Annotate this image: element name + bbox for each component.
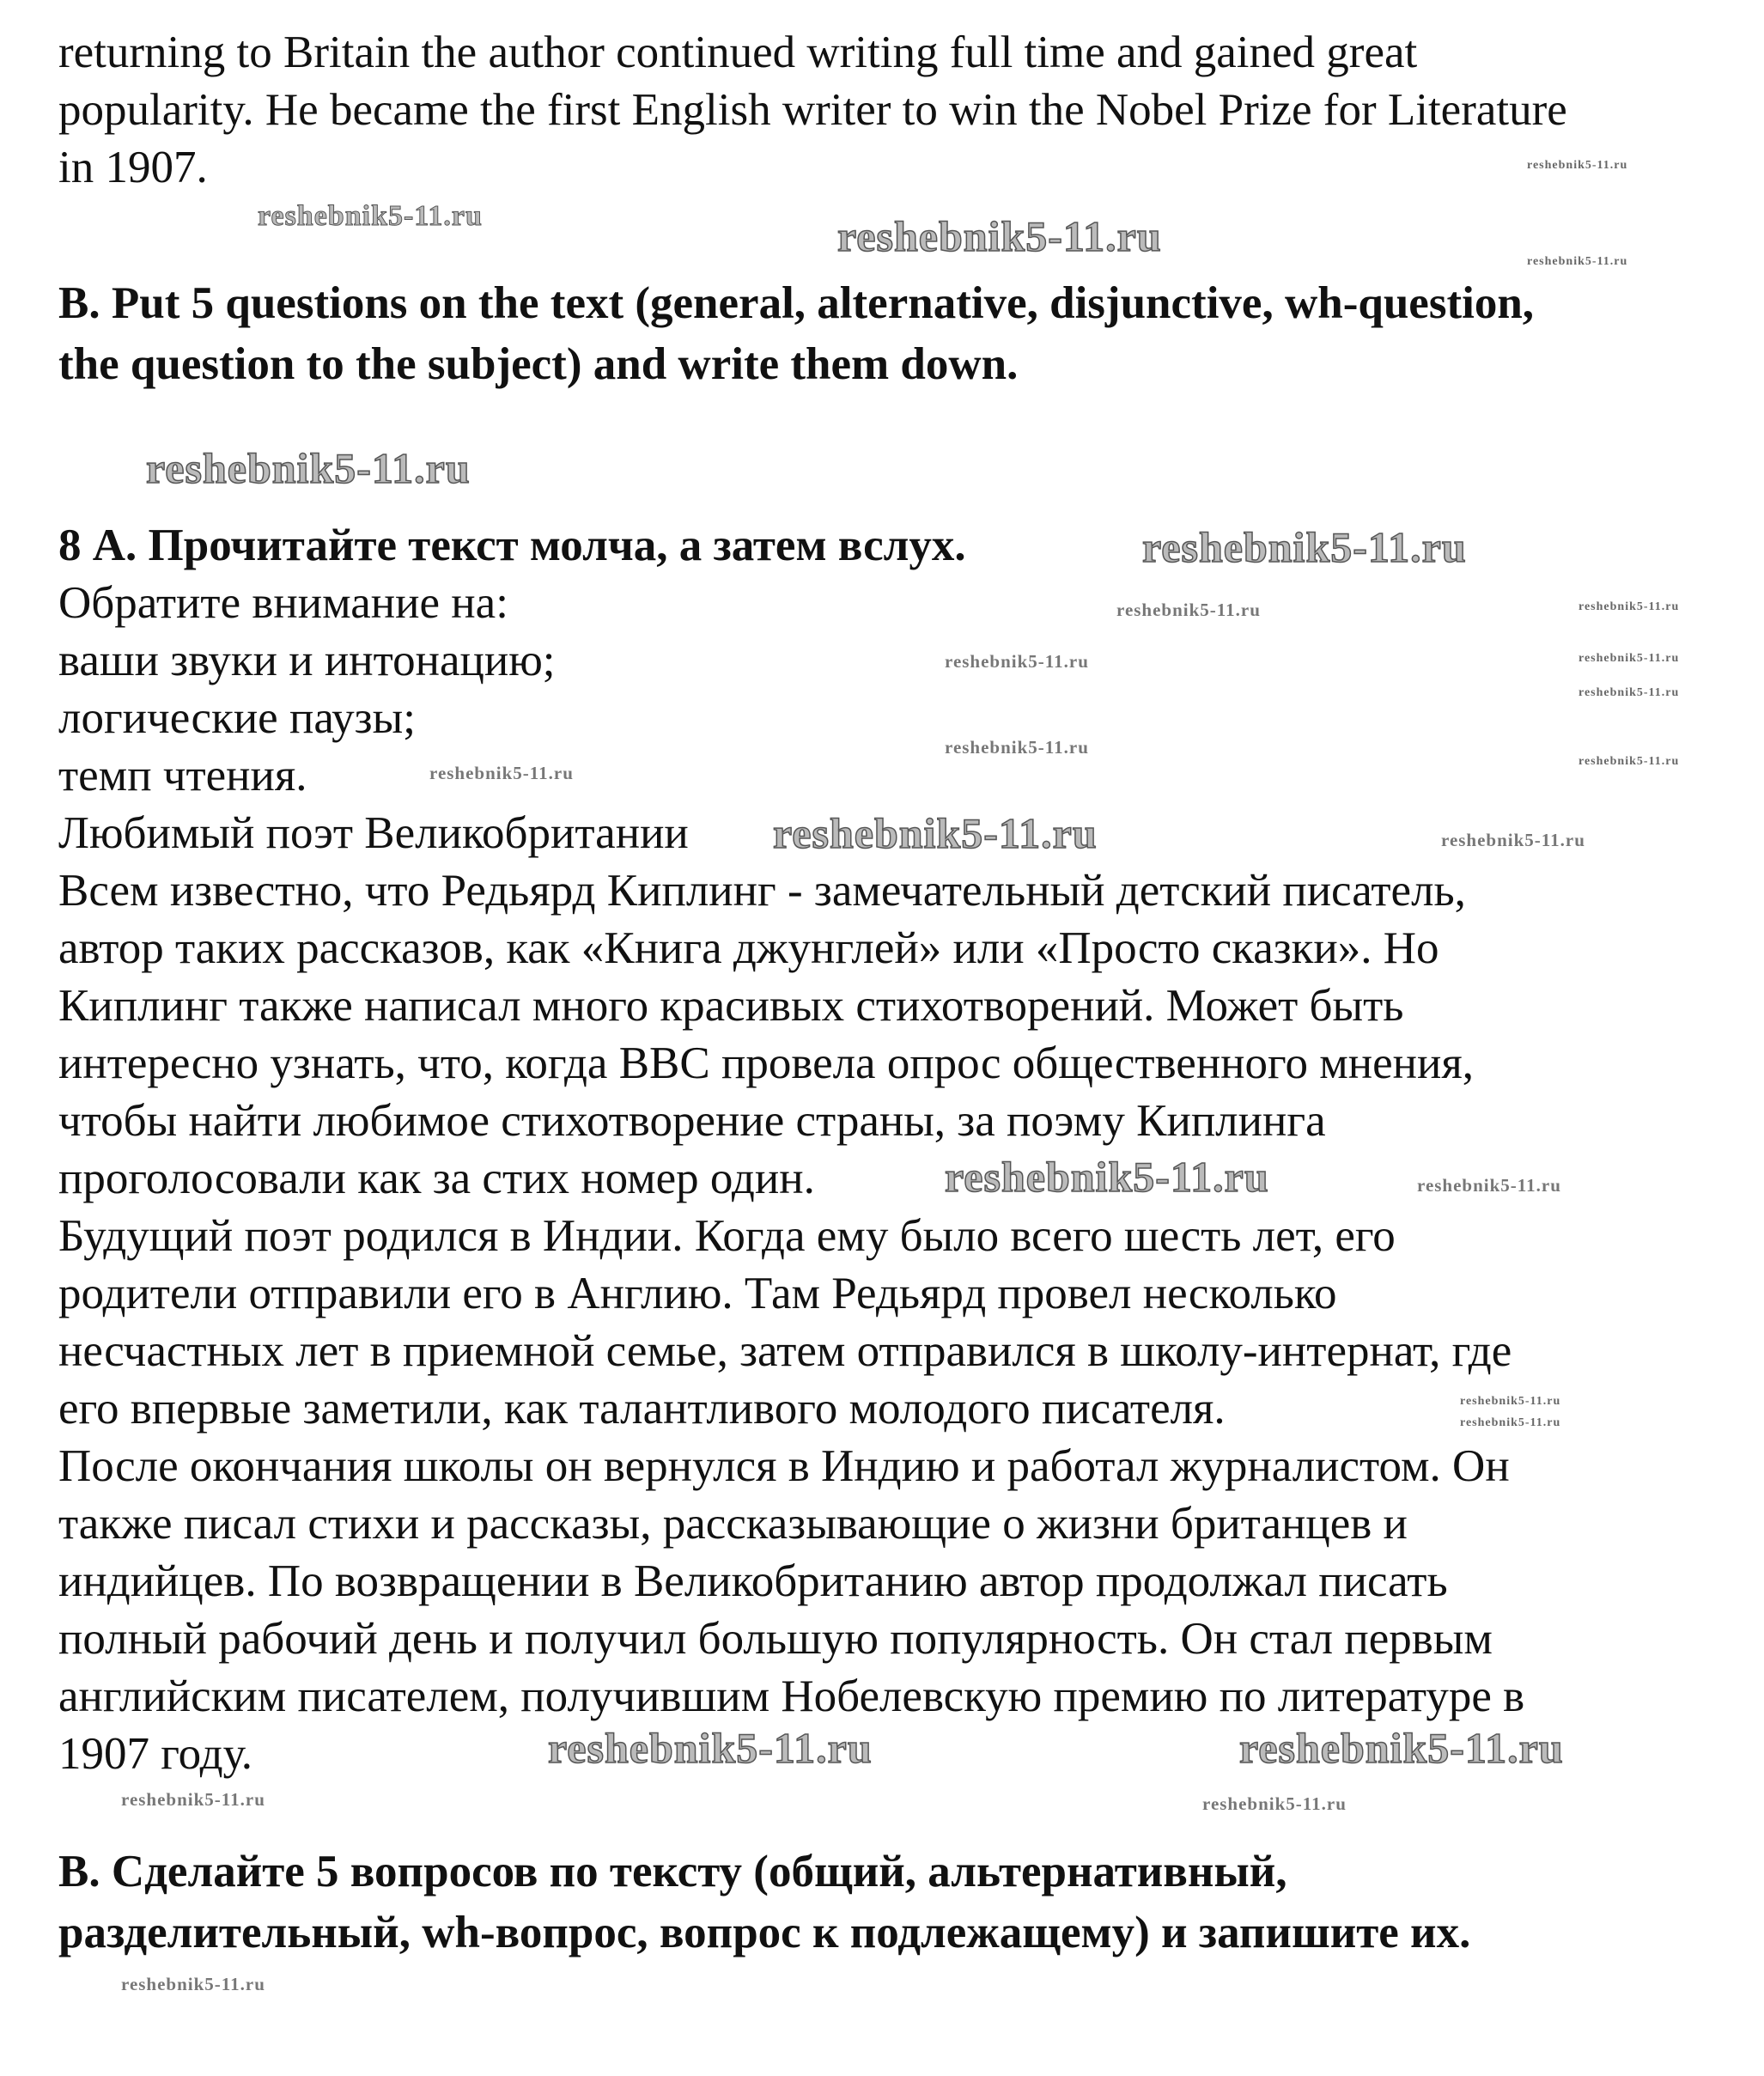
watermark: reshebnik5-11.ru — [146, 444, 471, 492]
text-line: его впервые заметили, как талантливого молодого писателя. — [58, 1384, 1226, 1434]
watermark: reshebnik5-11.ru — [945, 651, 1089, 672]
text-line: полный рабочий день и получил большую популярность. Он стал первым — [58, 1614, 1493, 1664]
task-line: the question to the subject) and write them down. — [58, 339, 1019, 389]
task-b-russian — [58, 1842, 1470, 1963]
text-line: in 1907. — [58, 143, 208, 192]
text-line: несчастных лет в приемной семье, затем отправился в школу-интернат, где — [58, 1326, 1512, 1376]
watermark: reshebnik5-11.ru — [1441, 830, 1585, 850]
task-line: В. Сделайте 5 вопросов по тексту (общий, альтернативный, — [58, 1847, 1287, 1896]
text-line: Всем известно, что Редьярд Киплинг - замечательный детский писатель, — [58, 866, 1466, 916]
task-line: разделительный, wh-вопрос, вопрос к подлежащему) и запишите их. — [58, 1908, 1471, 1957]
watermark: reshebnik5-11.ru — [429, 763, 574, 783]
watermark: reshebnik5-11.ru — [1527, 255, 1628, 268]
watermark: reshebnik5-11.ru — [945, 737, 1089, 758]
text-line: проголосовали как за стих номер один. — [58, 1154, 815, 1203]
watermark: reshebnik5-11.ru — [1578, 652, 1680, 665]
task-8-russian-text — [58, 517, 1524, 1783]
text-line: Обратите внимание на: — [58, 578, 508, 628]
text-line: интересно узнать, что, когда BBC провела опрос общественного мнения, — [58, 1038, 1474, 1088]
watermark: reshebnik5-11.ru — [121, 1789, 265, 1810]
watermark: reshebnik5-11.ru — [1527, 159, 1628, 172]
text-line: чтобы найти любимое стихотворение страны, за поэму Киплинга — [58, 1096, 1326, 1146]
watermark: reshebnik5-11.ru — [1460, 1416, 1561, 1429]
watermark: reshebnik5-11.ru — [258, 200, 483, 232]
text-line: логические паузы; — [58, 693, 416, 743]
text-line: returning to Britain the author continued writing full time and gained great — [58, 27, 1418, 77]
watermark: reshebnik5-11.ru — [1239, 1724, 1564, 1772]
text-line: После окончания школы он вернулся в Индию и работал журналистом. Он — [58, 1441, 1510, 1491]
text-line: 1907 году. — [58, 1729, 253, 1779]
text-line: темп чтения. — [58, 751, 307, 801]
watermark: reshebnik5-11.ru — [1578, 686, 1680, 699]
watermark: reshebnik5-11.ru — [945, 1153, 1269, 1201]
watermark: reshebnik5-11.ru — [1116, 600, 1261, 620]
watermark: reshebnik5-11.ru — [121, 1974, 265, 1994]
task-8-heading: 8 А. Прочитайте текст молча, а затем вслух. — [58, 521, 966, 570]
text-line: popularity. He became the first English writer to win the Nobel Prize for Literature — [58, 85, 1567, 135]
text-line: ваши звуки и интонацию; — [58, 636, 556, 685]
watermark: reshebnik5-11.ru — [773, 809, 1098, 857]
text-line: Киплинг также написал много красивых стихотворений. Может быть — [58, 981, 1404, 1031]
watermark: reshebnik5-11.ru — [1142, 523, 1467, 571]
watermark: reshebnik5-11.ru — [1578, 755, 1680, 768]
text-line: Любимый поэт Великобритании — [58, 808, 689, 858]
text-line: Будущий поэт родился в Индии. Когда ему было всего шесть лет, его — [58, 1211, 1396, 1261]
text-line: родители отправили его в Англию. Там Редьярд провел несколько — [58, 1269, 1337, 1318]
watermark: reshebnik5-11.ru — [1578, 600, 1680, 613]
text-line: английским писателем, получившим Нобелевскую премию по литературе в — [58, 1671, 1525, 1721]
text-line: индийцев. По возвращении в Великобританию автор продолжал писать — [58, 1556, 1448, 1606]
watermark: reshebnik5-11.ru — [837, 212, 1162, 260]
watermark: reshebnik5-11.ru — [548, 1724, 873, 1772]
text-line: также писал стихи и рассказы, рассказывающие о жизни британцев и — [58, 1499, 1408, 1549]
watermark: reshebnik5-11.ru — [1417, 1175, 1561, 1196]
watermark: reshebnik5-11.ru — [1202, 1793, 1347, 1814]
text-line: автор таких рассказов, как «Книга джунглей» или «Просто сказки». Но — [58, 923, 1439, 973]
watermark: reshebnik5-11.ru — [1460, 1395, 1561, 1408]
english-text-tail — [58, 24, 1567, 197]
task-line: B. Put 5 questions on the text (general, alternative, disjunctive, wh-question, — [58, 278, 1535, 328]
task-b-english — [58, 273, 1534, 395]
